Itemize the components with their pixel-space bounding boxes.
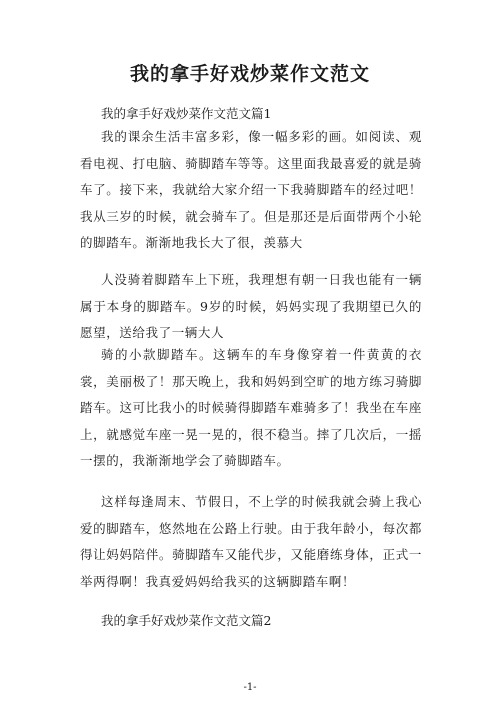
paragraph-4: 这样每逢周末、节假日，不上学的时候我就会骑上我心爱的脚踏车，悠然地在公路上行驶。由于我年龄小，每次都得让妈妈陪伴。骑脚踏车又能代步，又能磨练身体，正式一举两得啊！我真爱妈妈给我买的这辆脚踏车啊！ [80,494,422,589]
page-number: -1- [243,682,257,693]
paragraph-2: 人没骑着脚踏车上下班，我理想有朝一日我也能有一辆属于本身的脚踏车。9岁的时候，妈妈实现了我期望已久的愿望，送给我了一辆大人 [80,272,422,340]
paragraph-1: 我的课余生活丰富多彩，像一幅多彩的画。如阅读、观看电视、打电脑、骑脚踏车等等。这里面我最喜爱的就是骑车了。接下来，我就给大家介绍一下我骑脚踏车的经过吧！我从三岁的时候，就会骑车了。但是那还是后面带两个小轮的脚踏车。渐渐地我长大了很，羡慕大 [80,129,422,250]
section-heading-2: 我的拿手好戏炒菜作文范文篇2 [101,613,272,628]
paragraph-3: 骑的小款脚踏车。这辆车的车身像穿着一件黄黄的衣裳，美丽极了！那天晚上，我和妈妈到空旷的地方练习骑脚踏车。这可比我小的时候骑得脚踏车难骑多了！我坐在车座上，就感觉车座一晃一晃的，很不稳当。摔了几次后，一摇一摆的，我渐渐地学会了骑脚踏车。 [80,347,422,468]
document-title: 我的拿手好戏炒菜作文范文 [129,63,370,85]
section-heading-1: 我的拿手好戏炒菜作文范文篇1 [101,106,272,121]
